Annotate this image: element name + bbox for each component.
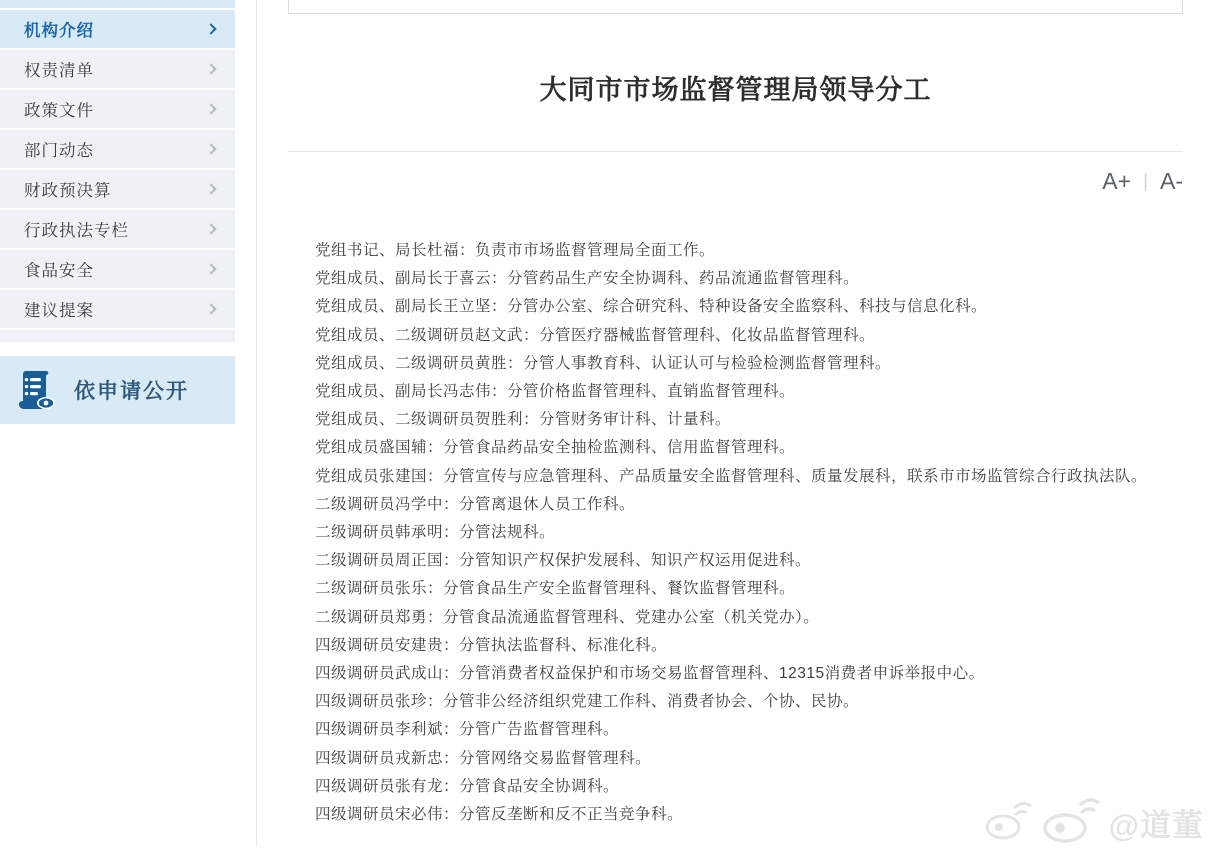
title-divider: [288, 151, 1183, 152]
body-line: 四级调研员安建贵：分管执法监督科、标准化科。: [315, 636, 668, 654]
body-line: 二级调研员韩承明：分管法规科。: [315, 524, 556, 542]
sidebar-item[interactable]: [0, 50, 235, 88]
document-eye-icon: [18, 369, 56, 411]
body-line: 党组成员、副局长冯志伟：分管价格监督管理科、直销监督管理科。: [315, 383, 796, 401]
chevron-right-icon: [205, 223, 216, 234]
sidebar-item[interactable]: [0, 10, 235, 48]
sidebar-item[interactable]: [0, 170, 235, 208]
sidebar-item-label: 食品安全: [24, 262, 94, 280]
body-line: 党组成员、副局长于喜云：分管药品生产安全协调科、药品流通监督管理科。: [315, 270, 860, 288]
request-disclosure-label: 依申请公开: [74, 380, 189, 403]
sidebar-footer-pad: [0, 330, 235, 342]
sidebar-item-label: 行政执法专栏: [24, 222, 129, 240]
body-line: 二级调研员冯学中：分管离退休人员工作科。: [315, 495, 636, 513]
font-decrease-button[interactable]: A-: [1160, 168, 1183, 194]
chevron-right-icon: [205, 63, 216, 74]
sidebar-item-label: 财政预决算: [24, 182, 112, 200]
sidebar-item[interactable]: [0, 90, 235, 128]
sidebar-item[interactable]: [0, 210, 235, 248]
body-line: 党组成员张建国：分管宣传与应急管理科、产品质量安全监督管理科、质量发展科，联系市市场监管综合行政执法队。: [315, 467, 1148, 485]
page-title: 大同市市场监督管理局领导分工: [539, 75, 932, 105]
sidebar-item[interactable]: [0, 130, 235, 168]
font-increase-button[interactable]: A+: [1102, 168, 1132, 194]
article-body: [288, 237, 1183, 829]
body-line: 党组成员盛国辅：分管食品药品安全抽检监测科、信用监督管理科。: [315, 439, 796, 457]
body-line: 四级调研员武成山：分管消费者权益保护和市场交易监督管理科、12315消费者申诉举报中心。: [315, 665, 985, 683]
sidebar-item-label: 政策文件: [24, 102, 94, 120]
body-line: 四级调研员戎新忠：分管网络交易监督管理科。: [315, 749, 652, 767]
chevron-right-icon: [205, 263, 216, 274]
sidebar-item-label: 建议提案: [24, 302, 94, 320]
main-content: [288, 0, 1183, 829]
chevron-right-icon: [205, 303, 216, 314]
request-disclosure-button[interactable]: [0, 356, 235, 424]
sidebar-item-label: 机构介绍: [24, 22, 94, 40]
body-line: 党组成员、副局长王立坚：分管办公室、综合研究科、特种设备安全监察科、科技与信息化科。: [315, 298, 988, 316]
sidebar-item-label: 部门动态: [24, 142, 94, 160]
body-line: 四级调研员宋必伟：分管反垄断和反不正当竞争科。: [315, 806, 684, 824]
watermark-text: @道董: [1108, 807, 1204, 843]
body-line: 二级调研员张乐：分管食品生产安全监督管理科、餐饮监督管理科。: [315, 580, 796, 598]
cutoff-header-box: [288, 0, 1183, 14]
sidebar-cutoff-item: [0, 0, 235, 8]
sidebar-item[interactable]: [0, 250, 235, 288]
chevron-right-icon: [205, 143, 216, 154]
body-line: 二级调研员周正国：分管知识产权保护发展科、知识产权运用促进科。: [315, 552, 812, 570]
body-line: 党组成员、二级调研员赵文武：分管医疗器械监督管理科、化妆品监督管理科。: [315, 326, 876, 344]
body-line: 四级调研员张有龙：分管食品安全协调科。: [315, 777, 620, 795]
body-line: 二级调研员郑勇：分管食品流通监督管理科、党建办公室（机关党办）。: [315, 608, 820, 626]
body-line: 党组成员、二级调研员黄胜：分管人事教育科、认证认可与检验检测监督管理科。: [315, 354, 892, 372]
sidebar-item-label: 权责清单: [24, 62, 94, 80]
sidebar: [0, 0, 235, 342]
body-line: 四级调研员李利斌：分管广告监督管理科。: [315, 721, 620, 739]
body-line: 党组成员、二级调研员贺胜利：分管财务审计科、计量科。: [315, 411, 732, 429]
sidebar-item[interactable]: [0, 290, 235, 328]
chevron-right-icon: [205, 23, 216, 34]
chevron-right-icon: [205, 103, 216, 114]
chevron-right-icon: [205, 183, 216, 194]
body-line: 党组书记、局长杜福：负责市市场监督管理局全面工作。: [315, 242, 716, 259]
content-left-border: [256, 0, 257, 846]
font-size-controls: [288, 168, 1183, 195]
font-controls-separator: |: [1143, 170, 1148, 192]
sidebar-nav: [0, 10, 235, 328]
body-line: 四级调研员张珍：分管非公经济组织党建工作科、消费者协会、个协、民协。: [315, 693, 860, 711]
